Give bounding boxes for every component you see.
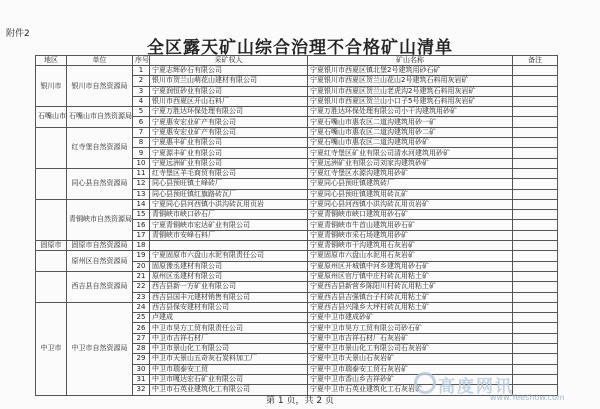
seq-cell: 20 [133, 261, 150, 271]
remark-cell [513, 364, 558, 374]
mine-cell: 宁夏中卫市景山化工有限公司石灰岩矿 [308, 344, 513, 354]
remark-cell [513, 86, 558, 96]
remark-cell [513, 148, 558, 158]
owner-cell: 银川市贺兰山萌花山建材有限公司 [150, 76, 308, 86]
mine-cell: 宁夏红寺堡区矿业有限公司清水河建筑用砂矿 [308, 148, 513, 158]
owner-cell: 宁夏志辉砂石有限公司 [150, 66, 308, 76]
watermark-url: www.Yeeshow.com [490, 393, 565, 402]
remark-cell [513, 127, 558, 137]
owner-cell: 同心县预旺镇土峰砖厂 [150, 179, 308, 189]
seq-cell: 32 [133, 385, 150, 395]
remark-cell [513, 313, 558, 323]
unit-cell: 红寺堡自然资源局 [67, 127, 133, 168]
owner-cell: 宁夏远洲矿业有限公司 [150, 158, 308, 168]
unit-cell: 原州区自然资源局 [67, 251, 133, 272]
seq-cell: 9 [133, 148, 150, 158]
mine-cell: 宁夏中卫市石英业建筑化工石灰岩矿 [308, 385, 513, 395]
remark-cell [513, 168, 558, 178]
owner-cell: 西吉县国丰元建材销售有限公司 [150, 292, 308, 302]
mine-cell: 宁夏原州区官厅镇中庄村砖瓦用粘土矿 [308, 271, 513, 281]
mine-cell: 宁夏石嘴山市惠农区二道沟建筑用砂矿 [308, 138, 513, 148]
mine-cell: 宁夏红寺堡区水源沟建筑用砂矿 [308, 168, 513, 178]
mine-cell: 宁夏中卫市天景山石灰岩矿 [308, 354, 513, 364]
remark-cell [513, 179, 558, 189]
unit-cell: 西吉县自然资源局 [67, 271, 133, 302]
mine-cell: 宁夏同心县预旺镇建筑砖厂 [308, 179, 513, 189]
table-header-row [36, 56, 558, 66]
remark-cell [513, 251, 558, 261]
header-unit: 单位 [67, 56, 133, 66]
mine-cell: 宁夏银川市西夏区贺兰山老虎沟2号建筑石料用灰岩矿 [308, 86, 513, 96]
mine-cell: 宁夏中卫市建成砂矿 [308, 313, 513, 323]
remark-cell [513, 199, 558, 209]
remark-cell [513, 96, 558, 106]
seq-cell: 4 [133, 96, 150, 106]
mine-cell: 宁夏同心县河西镇小洪沟砖瓦用页岩矿 [308, 199, 513, 209]
owner-cell: 宁夏惠安宏业矿产有限公司 [150, 127, 308, 137]
mine-cell: 宁夏万胜达环保处理有限公司小干沟建筑用砂矿 [308, 107, 513, 117]
remark-cell [513, 220, 558, 230]
page-footer: 第 1 页，共 2 页 [266, 396, 334, 406]
mine-cell: 宁夏同心县预旺镇建筑用砖瓦矿 [308, 189, 513, 199]
mine-cell: 宁夏西吉县吉强镇台子村砖瓦用粘土矿 [308, 292, 513, 302]
watermark-logo-icon [414, 372, 436, 394]
owner-cell: 宁夏固原市六盘山水泥有限责任公司 [150, 251, 308, 261]
mine-cell: 宁夏中卫市昊方工贸有限公司砂石矿 [308, 323, 513, 333]
unit-cell: 同心县自然资源局 [67, 168, 133, 199]
seq-cell: 24 [133, 302, 150, 312]
table-row [36, 302, 558, 312]
owner-cell: 卢建成 [150, 313, 308, 323]
mine-cell: 宁夏银川市西夏区贺兰山花山2号建筑石料用灰岩矿 [308, 76, 513, 86]
mine-cell: 宁夏中卫市瑞泰安工贸石灰岩矿 [308, 364, 513, 374]
owner-cell: 中卫市昊方工贸有限责任公司 [150, 323, 308, 333]
owner-cell: 宁夏惠安宏业矿产有限公司 [150, 117, 308, 127]
mine-cell: 宁夏银川市西夏区镇北堡2号建筑用砂石矿 [308, 66, 513, 76]
unit-cell: 银川市自然资源局 [67, 66, 133, 107]
seq-cell: 18 [133, 241, 150, 251]
seq-cell: 1 [133, 66, 150, 76]
seq-cell: 25 [133, 313, 150, 323]
table-row [36, 107, 558, 117]
seq-cell: 12 [133, 179, 150, 189]
mine-cell: 宁夏西吉县新营乡陈阳川村砖瓦用粘土矿 [308, 282, 513, 292]
remark-cell [513, 158, 558, 168]
table-row [36, 127, 558, 137]
seq-cell: 6 [133, 117, 150, 127]
remark-cell [513, 354, 558, 364]
region-cell [36, 168, 67, 199]
region-cell: 银川市 [36, 66, 67, 107]
owner-cell: 宁夏源丰矿业有限公司 [150, 148, 308, 158]
owner-cell: 中卫市嘎达宏石矿业有限公司 [150, 374, 308, 384]
mine-cell: 宁夏中卫市香山乡吉祥砂矿 [308, 374, 513, 384]
table-row [36, 251, 558, 261]
remark-cell [513, 374, 558, 384]
mine-cell: 宁夏青铜峡市牛首山建筑用砂石矿 [308, 220, 513, 230]
attachment-label: 附件2 [6, 29, 30, 39]
table-row [36, 199, 558, 209]
owner-cell: 中卫市瑞泰安工贸 [150, 364, 308, 374]
region-cell: 石嘴山市 [36, 107, 67, 128]
region-cell [36, 251, 67, 272]
mine-cell: 宁夏石嘴山市惠农区二道沟建筑用砂一矿 [308, 117, 513, 127]
seq-cell: 13 [133, 189, 150, 199]
remark-cell [513, 230, 558, 240]
remark-cell [513, 261, 558, 271]
seq-cell: 17 [133, 230, 150, 240]
table-row [36, 168, 558, 178]
seq-cell: 21 [133, 271, 150, 281]
seq-cell: 8 [133, 138, 150, 148]
mine-cell: 宁夏青铜峡市干沟建筑用石灰岩矿 [308, 241, 513, 251]
table-row [36, 66, 558, 76]
seq-cell: 3 [133, 86, 150, 96]
seq-cell: 11 [133, 168, 150, 178]
seq-cell: 26 [133, 323, 150, 333]
region-cell [36, 127, 67, 168]
seq-cell: 19 [133, 251, 150, 261]
remark-cell [513, 241, 558, 251]
seq-cell: 15 [133, 210, 150, 220]
owner-cell: 青铜峡市峡口砂石厂 [150, 210, 308, 220]
seq-cell: 5 [133, 107, 150, 117]
seq-cell: 2 [133, 76, 150, 86]
remark-cell [513, 138, 558, 148]
unit-cell: 中卫市自然资源局 [67, 302, 133, 395]
header-owner: 采矿权人 [150, 56, 308, 66]
remark-cell [513, 344, 558, 354]
seq-cell: 7 [133, 127, 150, 137]
unit-cell: 石嘴山市自然资源局 [67, 107, 133, 128]
mine-cell: 宁夏银川市西夏区贺兰山小口子5号建筑石料用灰岩矿 [308, 96, 513, 106]
owner-cell [150, 241, 308, 251]
owner-cell: 原州区丞建材有限公司 [150, 271, 308, 281]
seq-cell: 31 [133, 374, 150, 384]
seq-cell: 27 [133, 333, 150, 343]
seq-cell: 23 [133, 292, 150, 302]
owner-cell: 西吉县保安建材有限公司 [150, 302, 308, 312]
remark-cell [513, 210, 558, 220]
seq-cell: 10 [133, 158, 150, 168]
remark-cell [513, 76, 558, 86]
owner-cell: 宁夏同心县河西镇小洪沟砖瓦用页岩 [150, 199, 308, 209]
unit-cell: 固原市自然资源局 [67, 241, 133, 251]
mine-cell: 宁夏远洲矿业有限公司刘家沟建筑砂矿 [308, 158, 513, 168]
remark-cell [513, 323, 558, 333]
owner-cell: 同心县预旺镇红旗路砖瓦厂 [150, 189, 308, 199]
header-region: 地区 [36, 56, 67, 66]
header-seq: 序号 [133, 56, 150, 66]
mine-cell: 宁夏青铜峡市峡口建筑用砂石矿 [308, 210, 513, 220]
owner-cell: 宁夏润恒砂业有限公司 [150, 86, 308, 96]
owner-cell: 固原豫丞建材有限公司 [150, 261, 308, 271]
seq-cell: 29 [133, 354, 150, 364]
remark-cell [513, 302, 558, 312]
mine-cell: 宁夏青铜峡市采石场建筑用砂矿 [308, 230, 513, 240]
region-cell [36, 199, 67, 240]
region-cell [36, 271, 67, 302]
owner-cell: 青铜峡市安峰石料厂 [150, 230, 308, 240]
seq-cell: 28 [133, 344, 150, 354]
owner-cell: 中卫市天景山五奇灰石炭料加工厂 [150, 354, 308, 364]
owner-cell: 宁夏惠丰矿业有限公司 [150, 138, 308, 148]
seq-cell: 16 [133, 220, 150, 230]
region-cell: 固原市 [36, 241, 67, 251]
mine-cell: 宁夏原州区开城镇中河乡建筑用砂石矿 [308, 261, 513, 271]
watermark: 高度网讯 [438, 377, 514, 397]
unit-cell: 青铜峡市自然资源局 [67, 199, 133, 240]
header-mine: 矿山名称 [308, 56, 513, 66]
header-remark: 备注 [513, 56, 558, 66]
owner-cell: 中卫市景山化工有限公司 [150, 344, 308, 354]
region-cell: 中卫市 [36, 302, 67, 395]
owner-cell: 中卫市吉祥石材厂 [150, 333, 308, 343]
seq-cell: 22 [133, 282, 150, 292]
remark-cell [513, 282, 558, 292]
mine-cell: 宁夏中卫市吉祥石材厂石灰岩矿 [308, 333, 513, 343]
remark-cell [513, 333, 558, 343]
owner-cell: 中卫市石英业建筑化工有限公司 [150, 385, 308, 395]
remark-cell [513, 107, 558, 117]
remark-cell [513, 189, 558, 199]
page-title: 全区露天矿山综合治理不合格矿山清单 [147, 38, 453, 58]
owner-cell: 西吉县新一方矿业有限公司 [150, 282, 308, 292]
table-body [36, 66, 558, 396]
remark-cell [513, 117, 558, 127]
table-row [36, 271, 558, 281]
owner-cell: 银川市西夏区开山石料厂 [150, 96, 308, 106]
remark-cell [513, 292, 558, 302]
seq-cell: 30 [133, 364, 150, 374]
mine-cell: 宁夏石嘴山市惠农区二道沟建筑用砂二矿 [308, 127, 513, 137]
mine-cell: 宁夏固原市六盘山水泥用石灰岩矿 [308, 251, 513, 261]
mine-list-table [35, 55, 558, 396]
table-row [36, 241, 558, 251]
remark-cell [513, 66, 558, 76]
owner-cell: 红寺堡区羊毛商贸有限公司 [150, 168, 308, 178]
owner-cell: 宁夏青铜峡市宏达矿业有限公司 [150, 220, 308, 230]
remark-cell [513, 271, 558, 281]
mine-cell: 宁夏西吉县兴隆乡大坪村砖瓦用粘土矿 [308, 302, 513, 312]
seq-cell: 14 [133, 199, 150, 209]
owner-cell: 宁夏万胜达环保处理有限公司 [150, 107, 308, 117]
